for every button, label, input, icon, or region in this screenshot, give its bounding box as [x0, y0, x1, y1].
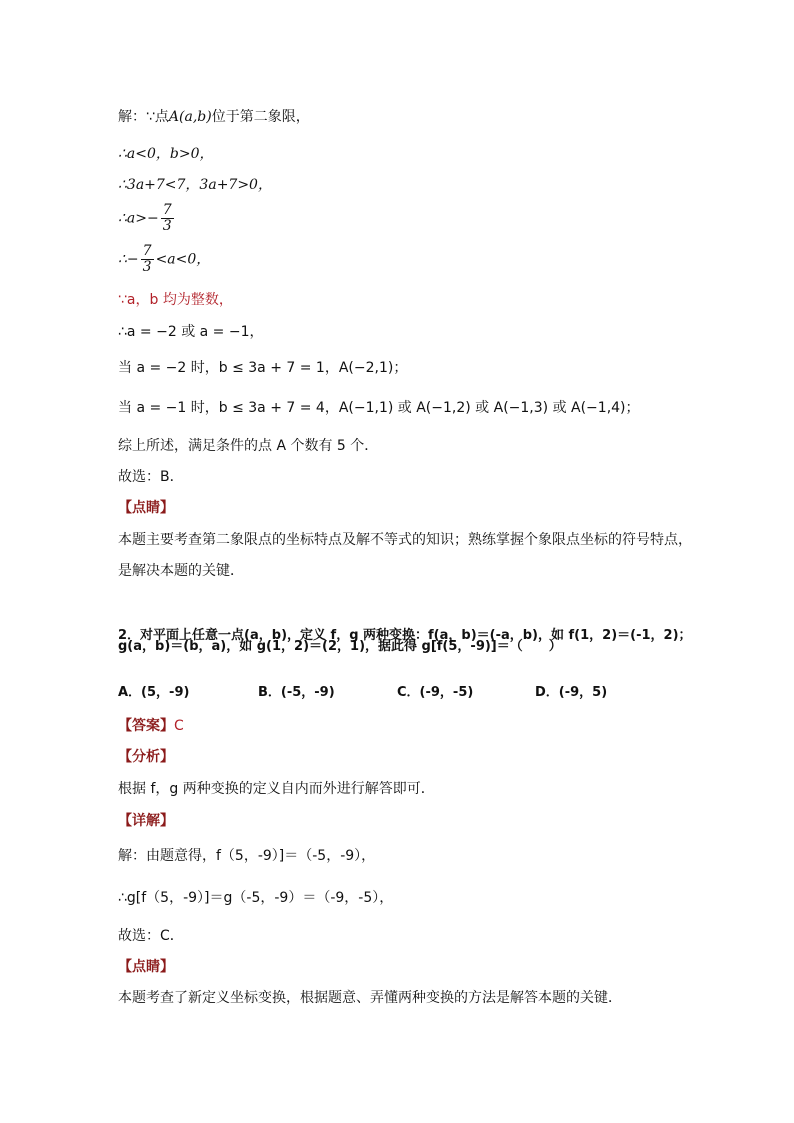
text: <a<0， [155, 251, 211, 268]
denominator: 3 [142, 259, 152, 275]
xiangjie-label: 【详解】 [118, 813, 174, 829]
solution-line-2: ∴a<0，b>0， [118, 146, 214, 162]
question-stem-2: g(a，b)＝(b，a)，如 g(1，2)＝(2，1)，据此得 g[f(5，-9)]＝（ ） [118, 639, 562, 654]
xiangjie-line-2: ∴g[f（5，-9）]＝g（-5，-9）＝（-9，-5）， [118, 890, 394, 906]
fenxi-label: 【分析】 [118, 749, 174, 765]
text: 位于第二象限， [211, 109, 310, 125]
fraction [141, 244, 154, 275]
solution-line-4 [118, 203, 176, 234]
solution-line-6: ∵a，b 均为整数， [118, 292, 233, 308]
question-stem-1: 2．对平面上任意一点(a，b)，定义 f，g 两种变换：f(a，b)＝(-a，b)，如 f(1，2)＝(-1，2)； [118, 628, 692, 643]
text: ∴a>− [118, 210, 159, 227]
numerator: 7 [142, 243, 152, 259]
answer-label: 【答案】 [118, 718, 174, 734]
solution-line-5 [118, 244, 210, 275]
solution-line-7: ∴a = −2 或 a = −1， [118, 324, 264, 340]
answer-value: C [174, 718, 184, 734]
text: ∴− [118, 251, 139, 268]
text: 解：∵点 [118, 109, 169, 125]
solution-line-1 [118, 108, 310, 126]
dianjing-text-1: 本题主要考查第二象限点的坐标特点及解不等式的知识；熟练掌握个象限点坐标的符号特点， [118, 532, 692, 548]
dianjing-text-2: 是解决本题的关键． [118, 563, 244, 579]
xiangjie-line-1: 解：由题意得，f（5，-9）]＝（-5，-9）， [118, 848, 376, 864]
xiangjie-line-3: 故选：C． [118, 928, 184, 944]
dianjing-label: 【点睛】 [118, 500, 174, 516]
option-c: C．(-9，-5) [397, 685, 474, 700]
option-a: A．(5，-9) [118, 685, 190, 700]
solution-line-11: 故选：B． [118, 469, 184, 485]
point-a-math: A(a,b) [168, 109, 212, 125]
solution-line-3: ∴3a+7<7，3a+7>0， [118, 177, 272, 193]
solution-line-9: 当 a = −1 时，b ≤ 3a + 7 = 4，A(−1,1) 或 A(−1,2) 或 A(−1,3) 或 A(−1,4)； [118, 400, 640, 416]
solution-line-8: 当 a = −2 时，b ≤ 3a + 7 = 1，A(−2,1)； [118, 360, 408, 376]
answer-line [118, 717, 184, 735]
option-b: B．(-5，-9) [258, 685, 335, 700]
dianjing-label-2: 【点睛】 [118, 959, 174, 975]
fenxi-text: 根据 f，g 两种变换的定义自内而外进行解答即可． [118, 781, 435, 797]
fraction [161, 203, 174, 234]
dianjing-text-q2: 本题考查了新定义坐标变换，根据题意、弄懂两种变换的方法是解答本题的关键． [118, 990, 622, 1006]
numerator: 7 [162, 202, 172, 218]
option-d: D．(-9，5) [535, 685, 608, 700]
solution-line-10: 综上所述，满足条件的点 A 个数有 5 个． [118, 438, 379, 454]
denominator: 3 [162, 218, 172, 234]
